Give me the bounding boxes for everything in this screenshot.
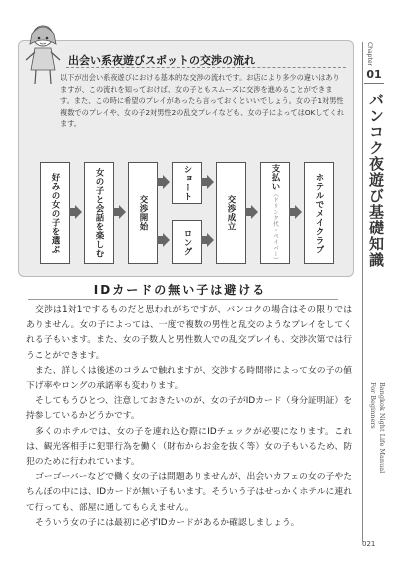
flow-step-hotel <box>304 162 334 264</box>
mascot-illustration <box>22 22 64 86</box>
flow-diagram <box>40 162 332 262</box>
book-title <box>368 382 386 473</box>
box-title-rule <box>66 67 346 68</box>
flow-step-payment <box>260 162 290 264</box>
flow-arrowhead <box>163 233 170 247</box>
flow-step-label: 支払い <box>270 163 280 191</box>
book-title-line2: For Beginners <box>369 382 377 429</box>
body-paragraph: また、詳しくは後述のコラムで触れますが、交渉する時間帯によって女の子の値下げ率やロングの承諾率も変わります。 <box>26 365 352 392</box>
flow-step-chat <box>84 162 114 264</box>
box-intro-text: 以下が出会い系夜遊びにおける基本的な交渉の流れです。お店により多少の違いはありますが、この流れを知っておけば、女の子ともスムーズに交渉を進めることができます。また、この時に希望のプレイがあったら言っておくといいでしょう。女の子1対男性複数でのプレイや、女の子2対男性2の乱交プレイなども、女の子によってはOKしてくれます。 <box>60 73 345 128</box>
body-paragraph: 多くのホテルでは、女の子を連れ込む際にIDチェックが必要になります。これは、観光客相手に犯罪行為を働く（財布からお金を抜く等）女の子もいるため、防犯のために行われています。 <box>26 426 352 468</box>
body-paragraph: ゴーゴーバーなどで働く女の子は問題ありませんが、出会いカフェの女の子やたちんぼの中には、IDカードが無い子もいます。そういう子はせっかくホテルに連れて行っても、部屋に通してもらえません。 <box>26 472 352 513</box>
book-title-line1: Bangkok Night Life Manual <box>378 382 386 474</box>
flow-arrowhead <box>163 175 170 189</box>
flow-arrowhead <box>207 175 214 189</box>
body-text <box>26 303 352 531</box>
flow-step-negotiation-start <box>128 162 158 264</box>
flow-step-short <box>172 162 202 204</box>
flow-arrowhead <box>75 205 82 219</box>
body-paragraph: 交渉は1対1でするものだと思われがちですが、バンコクの場合はその限りではありません。女の子によっては、一度で複数の男性と乱交のようなプレイをしてくれる子もいます。また、女の子数人と男性数人での乱交プレイも、交渉次第では行うことができます。 <box>26 305 352 361</box>
flow-step-label: 女の子と会話を楽しむ <box>94 168 104 258</box>
page-number: 021 <box>362 540 376 548</box>
box-title: 出会い系夜遊びスポットの交渉の流れ <box>68 54 255 67</box>
section-rule <box>28 299 338 300</box>
flow-step-agreement <box>216 162 246 264</box>
body-paragraph: そういう女の子には最初に必ずIDカードがあるか確認しましょう。 <box>35 517 300 528</box>
flow-step-label: ホテルでメイクラブ <box>314 172 324 254</box>
flow-step-label: 交渉開始 <box>138 195 148 231</box>
flow-arrowhead <box>251 205 258 219</box>
flow-arrowhead <box>295 205 302 219</box>
flow-step-long <box>172 220 202 264</box>
flow-arrowhead <box>119 205 126 219</box>
flow-step-note: （ドリンク代・ペイバー） <box>272 190 278 263</box>
flow-step-label: 交渉成立 <box>226 195 236 231</box>
body-paragraph: そしてもうひとつ、注意しておきたいのが、女の子がIDカード（身分証明証）を持参しているかどうかです。 <box>26 396 352 422</box>
chapter-label: Chapter <box>366 42 373 66</box>
flow-step-label: 好みの女の子を選ぶ <box>50 172 60 254</box>
flow-step-label: ショート <box>182 165 192 201</box>
chapter-title: バンコク夜遊び基礎知識 <box>367 92 385 268</box>
flow-step-label: ロング <box>182 228 192 256</box>
chapter-number: 01 <box>364 68 384 84</box>
flow-step-choose-girl <box>40 162 70 264</box>
flow-arrowhead <box>207 233 214 247</box>
section-heading: IDカードの無い子は避ける <box>93 283 267 297</box>
